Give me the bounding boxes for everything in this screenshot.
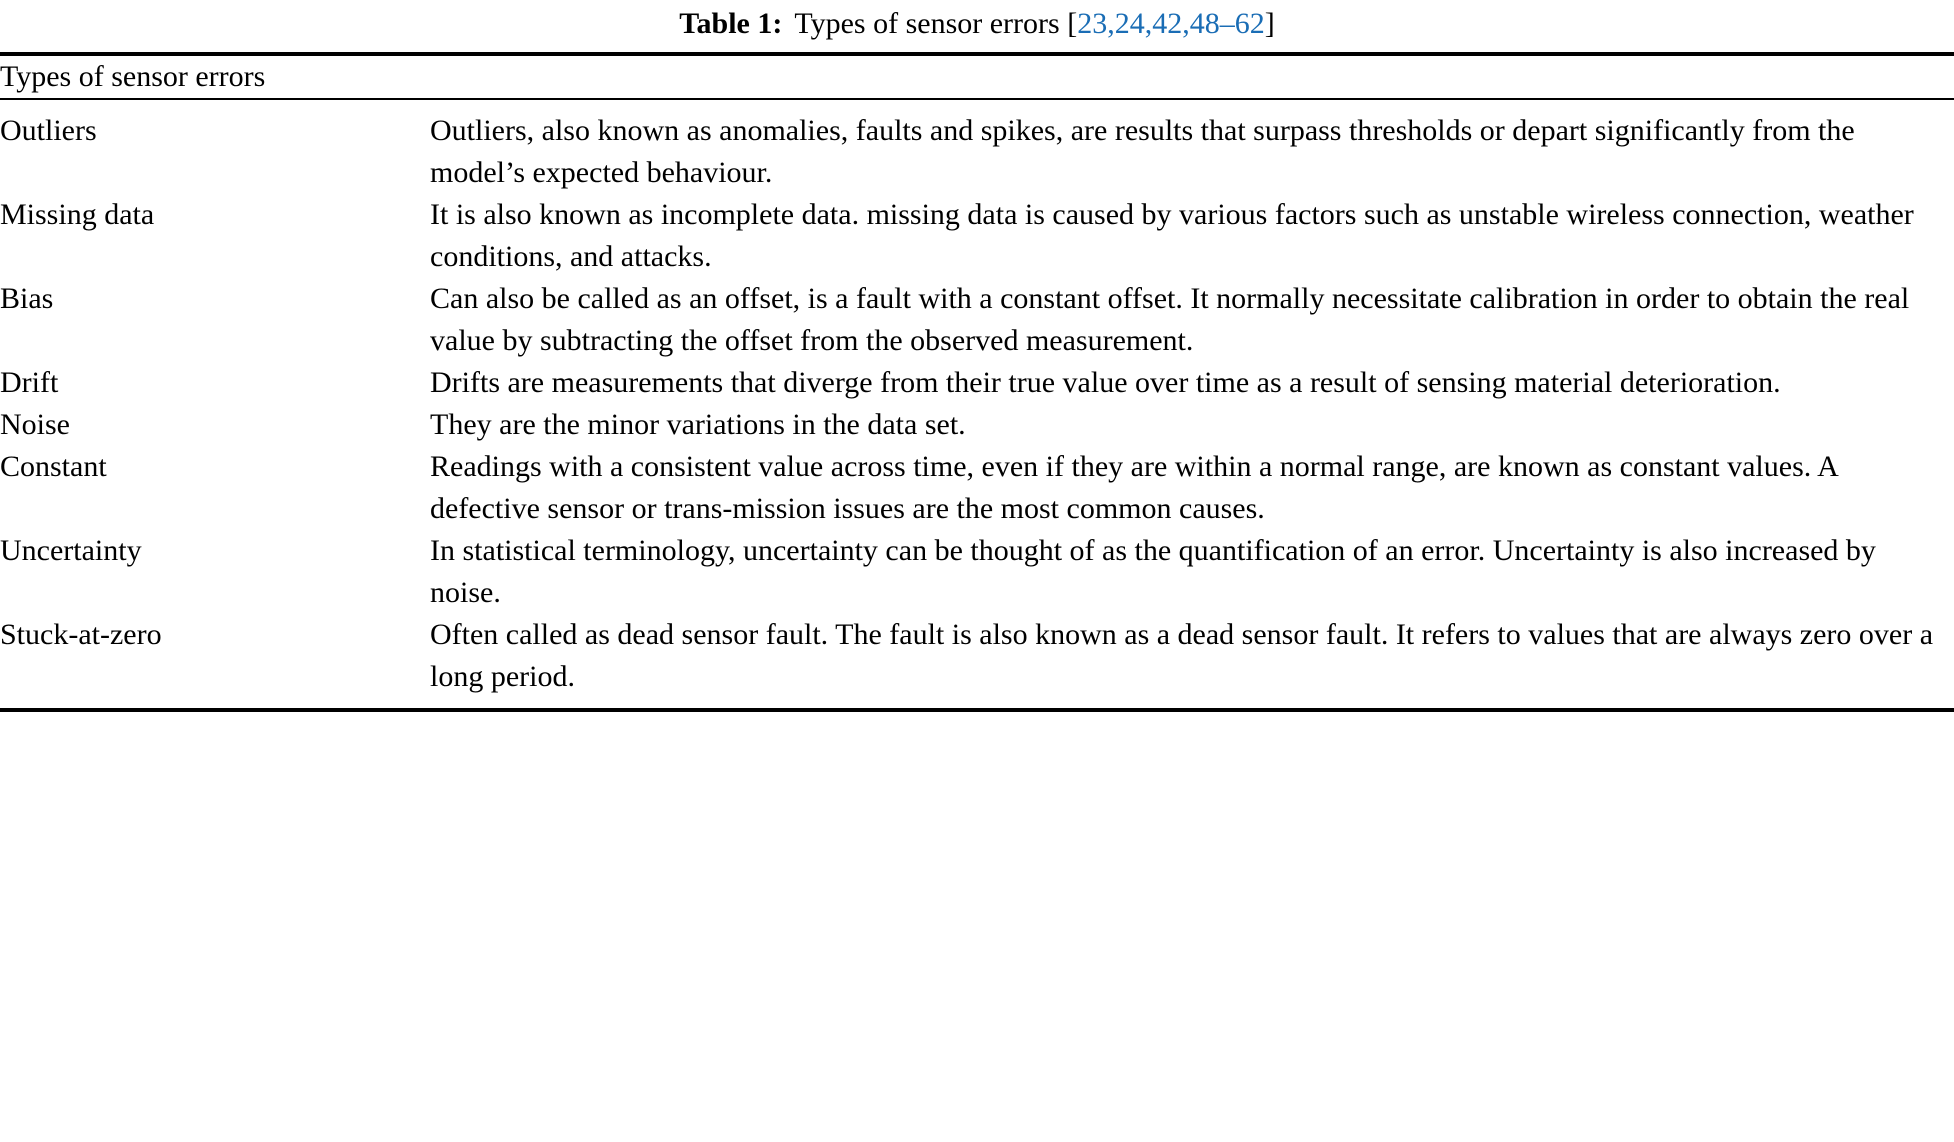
- citation-close-bracket: ]: [1264, 7, 1275, 40]
- header-row: [0, 56, 1954, 98]
- cell-error-type: Drift: [0, 366, 59, 399]
- cell-error-description: Can also be called as an offset, is a fault with a constant offset. It normally necessitate calibration in order to obtain the real value by subtracting the offset from the observed measurement.: [430, 282, 1910, 357]
- table-row: [0, 404, 1954, 446]
- cell-error-description: Outliers, also known as anomalies, faults and spikes, are results that surpass thresholds or depart significantly from the model’s expected behaviour.: [430, 114, 1855, 189]
- table-row: [0, 278, 1954, 362]
- caption-label: Table 1:: [679, 7, 783, 40]
- table-row: [0, 362, 1954, 404]
- cell-error-description: Readings with a consistent value across time, even if they are within a normal range, are known as constant values. A defective sensor or trans-mission issues are the most common causes.: [430, 450, 1838, 525]
- sensor-errors-body-table: [0, 100, 1954, 708]
- cell-error-type: Outliers: [0, 114, 97, 147]
- cell-error-type: Uncertainty: [0, 534, 142, 567]
- cell-error-type: Stuck-at-zero: [0, 618, 162, 651]
- table-caption: [0, 0, 1954, 52]
- table-bottom-rule: [0, 708, 1954, 712]
- table-row: [0, 194, 1954, 278]
- citation-references-link[interactable]: 23,24,42,48–62: [1077, 7, 1265, 40]
- table-row: [0, 530, 1954, 614]
- table-row: [0, 614, 1954, 708]
- sensor-errors-table: [0, 56, 1954, 98]
- caption-text: Types of sensor errors: [794, 7, 1060, 40]
- cell-error-type: Bias: [0, 282, 54, 315]
- table-body: [0, 100, 1954, 708]
- cell-error-description: Often called as dead sensor fault. The fault is also known as a dead sensor fault. It refers to values that are always zero over a long period.: [430, 618, 1934, 693]
- cell-error-description: They are the minor variations in the data set.: [430, 408, 966, 441]
- header-cell-types: Types of sensor errors: [0, 60, 266, 93]
- table-row: [0, 446, 1954, 530]
- cell-error-description: In statistical terminology, uncertainty can be thought of as the quantification of an error. Uncertainty is also increased by noise.: [430, 534, 1876, 609]
- cell-error-description: Drifts are measurements that diverge from their true value over time as a result of sensing material deterioration.: [430, 366, 1781, 399]
- table-row: [0, 100, 1954, 194]
- header-cell-blank: [430, 56, 1954, 98]
- cell-error-description: It is also known as incomplete data. missing data is caused by various factors such as unstable wireless connection, weather conditions, and attacks.: [430, 198, 1914, 273]
- citation-open-bracket: [: [1067, 7, 1078, 40]
- cell-error-type: Constant: [0, 450, 107, 483]
- cell-error-type: Noise: [0, 408, 70, 441]
- cell-error-type: Missing data: [0, 198, 155, 231]
- table-header: [0, 56, 1954, 98]
